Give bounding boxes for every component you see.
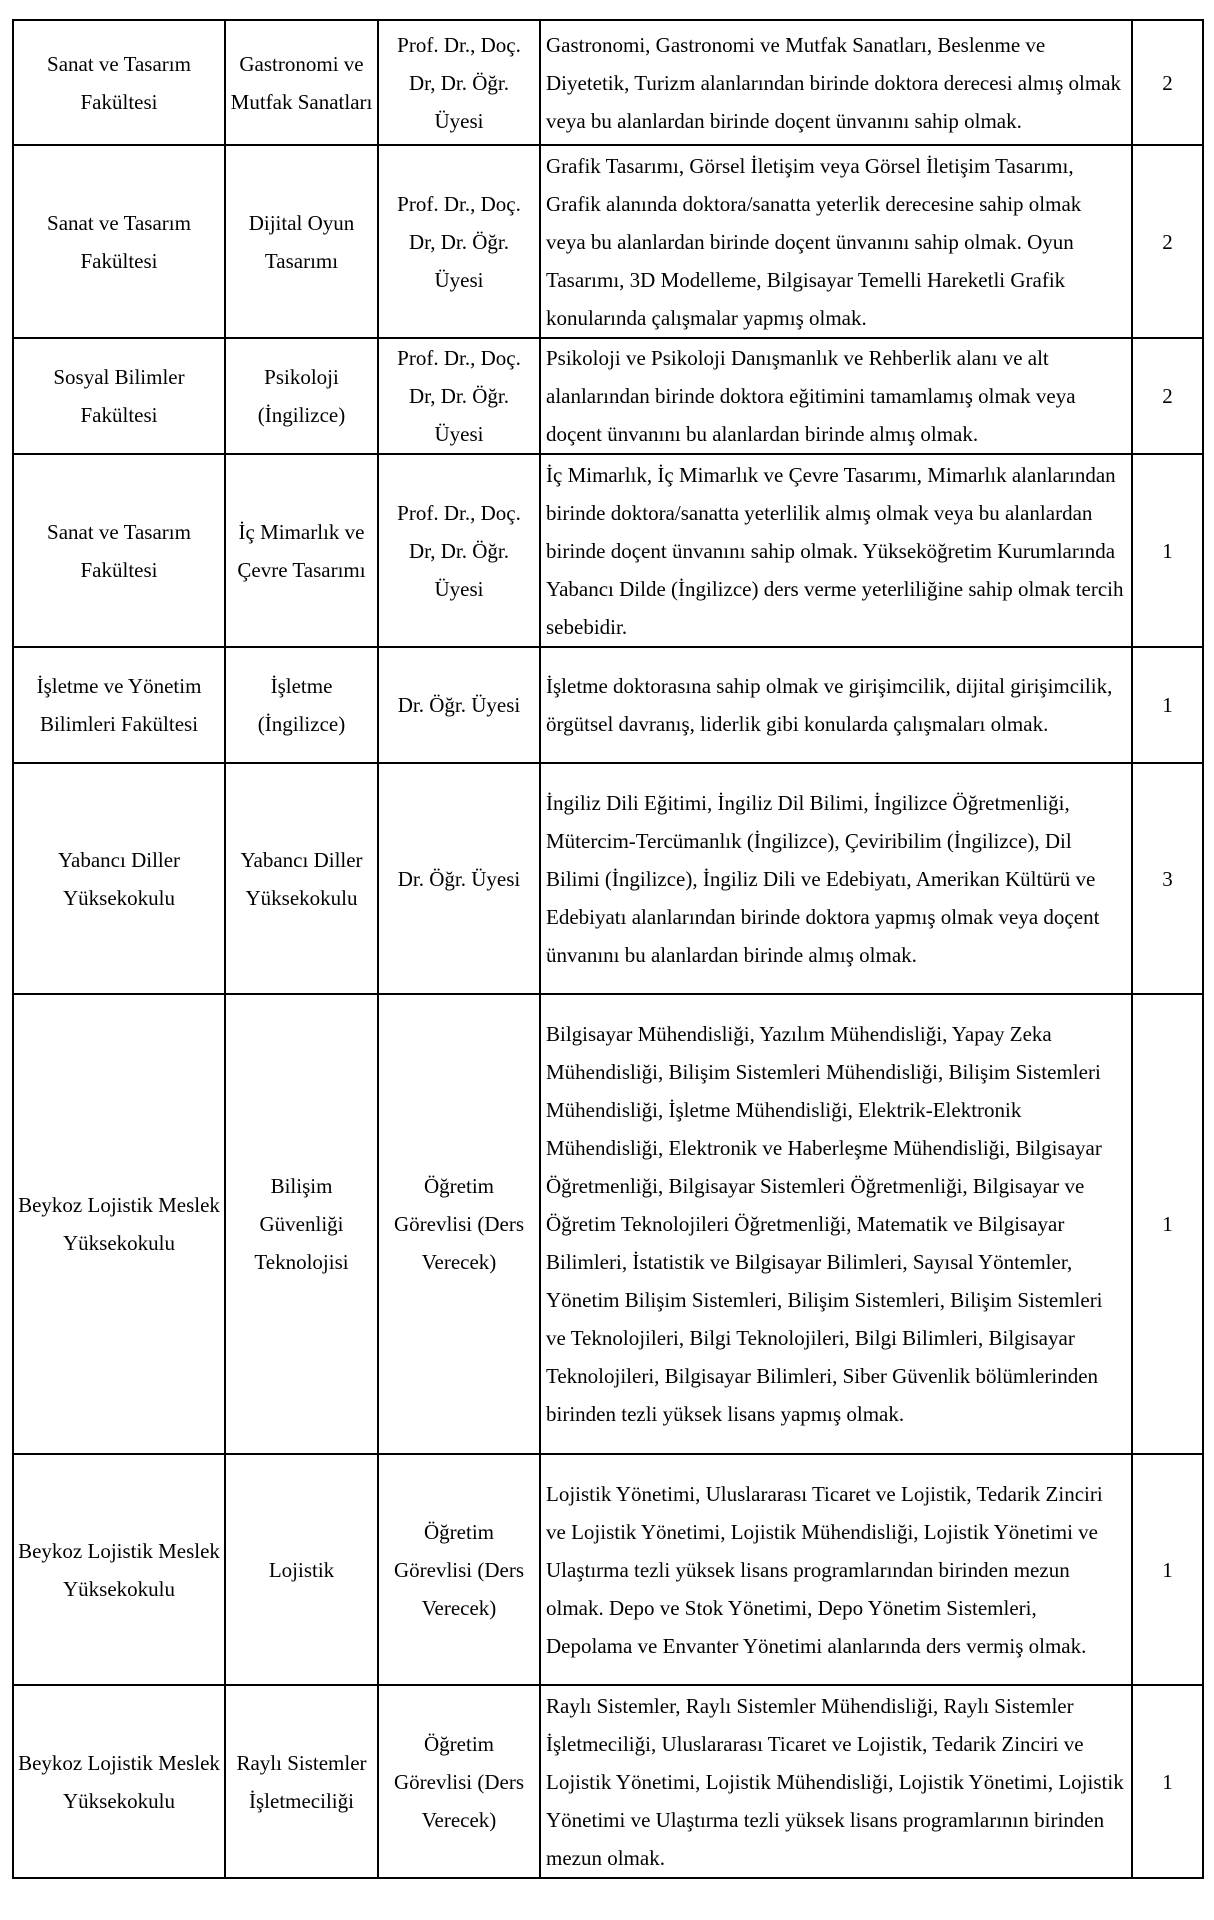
department-cell: İç Mimarlık ve Çevre Tasarımı (225, 454, 378, 647)
unit-cell: Sosyal Bilimler Fakültesi (13, 338, 225, 454)
requirements-cell: Psikoloji ve Psikoloji Danışmanlık ve Rehberlik alanı ve alt alanlarından birinde doktora eğitimini tamamlamış olmak veya doçent ünvanını bu alanlardan birinde almış olmak. (540, 338, 1132, 454)
unit-cell: Beykoz Lojistik Meslek Yüksekokulu (13, 1685, 225, 1878)
title-cell: Prof. Dr., Doç. Dr, Dr. Öğr. Üyesi (378, 145, 540, 338)
requirements-cell: Bilgisayar Mühendisliği, Yazılım Mühendisliği, Yapay Zeka Mühendisliği, Bilişim Sistemleri Mühendisliği, Bilişim Sistemleri Mühendisliği, İşletme Mühendisliği, Elektrik-Elektronik Mühendisliği, Elektronik ve Haberleşme Mühendisliği, Bilgisayar Öğretmenliği, Bilgisayar Sistemleri Öğretmenliği, Bilgisayar ve Öğretim Teknolojileri Öğretmenliği, Matematik ve Bilgisayar Bilimleri, İstatistik ve Bilgisayar Bilimleri, Sayısal Yöntemler, Yönetim Bilişim Sistemleri, Bilişim Sistemleri, Bilişim Sistemleri ve Teknolojileri, Bilgi Teknolojileri, Bilgi Bilimleri, Bilgisayar Teknolojileri, Bilgisayar Bilimleri, Siber Güvenlik bölümlerinden birinden tezli yüksek lisans yapmış olmak. (540, 994, 1132, 1454)
unit-cell: İşletme ve Yönetim Bilimleri Fakültesi (13, 647, 225, 763)
count-cell: 2 (1132, 20, 1203, 145)
requirements-cell: Lojistik Yönetimi, Uluslararası Ticaret ve Lojistik, Tedarik Zinciri ve Lojistik Yönetimi, Lojistik Mühendisliği, Lojistik Yönetimi ve Ulaştırma tezli yüksek lisans programlarından birinden mezun olmak. Depo ve Stok Yönetimi, Depo Yönetim Sistemleri, Depolama ve Envanter Yönetimi alanlarında ders vermiş olmak. (540, 1454, 1132, 1685)
department-cell: Bilişim Güvenliği Teknolojisi (225, 994, 378, 1454)
department-cell: Psikoloji (İngilizce) (225, 338, 378, 454)
department-cell: Dijital Oyun Tasarımı (225, 145, 378, 338)
count-cell: 1 (1132, 1685, 1203, 1878)
unit-cell: Beykoz Lojistik Meslek Yüksekokulu (13, 1454, 225, 1685)
count-cell: 3 (1132, 763, 1203, 994)
department-cell: İşletme (İngilizce) (225, 647, 378, 763)
unit-cell: Beykoz Lojistik Meslek Yüksekokulu (13, 994, 225, 1454)
unit-cell: Sanat ve Tasarım Fakültesi (13, 20, 225, 145)
requirements-cell: İşletme doktorasına sahip olmak ve girişimcilik, dijital girişimcilik, örgütsel davranış, liderlik gibi konularda çalışmaları olmak. (540, 647, 1132, 763)
department-cell: Lojistik (225, 1454, 378, 1685)
table-row (13, 763, 1203, 994)
requirements-cell: İngiliz Dili Eğitimi, İngiliz Dil Bilimi, İngilizce Öğretmenliği, Mütercim-Tercümanlık (İngilizce), Çeviribilim (İngilizce), Dil Bilimi (İngilizce), İngiliz Dili ve Edebiyatı, Amerikan Kültürü ve Edebiyatı alanlarından birinde doktora yapmış olmak veya doçent ünvanını bu alanlardan birinde almış olmak. (540, 763, 1132, 994)
title-cell: Dr. Öğr. Üyesi (378, 763, 540, 994)
requirements-cell: Grafik Tasarımı, Görsel İletişim veya Görsel İletişim Tasarımı, Grafik alanında doktora/sanatta yeterlik derecesine sahip olmak veya bu alanlardan birinde doçent ünvanını sahip olmak. Oyun Tasarımı, 3D Modelleme, Bilgisayar Temelli Hareketli Grafik konularında çalışmalar yapmış olmak. (540, 145, 1132, 338)
count-cell: 2 (1132, 338, 1203, 454)
count-cell: 2 (1132, 145, 1203, 338)
table-row (13, 338, 1203, 454)
title-cell: Prof. Dr., Doç. Dr, Dr. Öğr. Üyesi (378, 20, 540, 145)
table-row (13, 454, 1203, 647)
requirements-cell: Gastronomi, Gastronomi ve Mutfak Sanatları, Beslenme ve Diyetetik, Turizm alanlarından birinde doktora derecesi almış olmak veya bu alanlardan birinde doçent ünvanını sahip olmak. (540, 20, 1132, 145)
department-cell: Raylı Sistemler İşletmeciliği (225, 1685, 378, 1878)
count-cell: 1 (1132, 1454, 1203, 1685)
unit-cell: Sanat ve Tasarım Fakültesi (13, 145, 225, 338)
table-row (13, 20, 1203, 145)
title-cell: Prof. Dr., Doç. Dr, Dr. Öğr. Üyesi (378, 338, 540, 454)
requirements-cell: Raylı Sistemler, Raylı Sistemler Mühendisliği, Raylı Sistemler İşletmeciliği, Uluslararası Ticaret ve Lojistik, Tedarik Zinciri ve Lojistik Yönetimi, Lojistik Mühendisliği, Lojistik Yönetimi, Lojistik Yönetimi ve Ulaştırma tezli yüksek lisans programlarının birinden mezun olmak. (540, 1685, 1132, 1878)
unit-cell: Yabancı Diller Yüksekokulu (13, 763, 225, 994)
count-cell: 1 (1132, 647, 1203, 763)
count-cell: 1 (1132, 994, 1203, 1454)
unit-cell: Sanat ve Tasarım Fakültesi (13, 454, 225, 647)
title-cell: Öğretim Görevlisi (Ders Verecek) (378, 1685, 540, 1878)
table-row (13, 647, 1203, 763)
table-row (13, 1685, 1203, 1878)
table-row (13, 994, 1203, 1454)
title-cell: Öğretim Görevlisi (Ders Verecek) (378, 1454, 540, 1685)
positions-table (12, 19, 1204, 1879)
table-row (13, 1454, 1203, 1685)
title-cell: Öğretim Görevlisi (Ders Verecek) (378, 994, 540, 1454)
requirements-cell: İç Mimarlık, İç Mimarlık ve Çevre Tasarımı, Mimarlık alanlarından birinde doktora/sanatta yeterlilik almış olmak veya bu alanlardan birinde doçent ünvanını sahip olmak. Yükseköğretim Kurumlarında Yabancı Dilde (İngilizce) ders verme yeterliliğine sahip olmak tercih sebebidir. (540, 454, 1132, 647)
department-cell: Gastronomi ve Mutfak Sanatları (225, 20, 378, 145)
title-cell: Dr. Öğr. Üyesi (378, 647, 540, 763)
table-row (13, 145, 1203, 338)
count-cell: 1 (1132, 454, 1203, 647)
title-cell: Prof. Dr., Doç. Dr, Dr. Öğr. Üyesi (378, 454, 540, 647)
department-cell: Yabancı Diller Yüksekokulu (225, 763, 378, 994)
